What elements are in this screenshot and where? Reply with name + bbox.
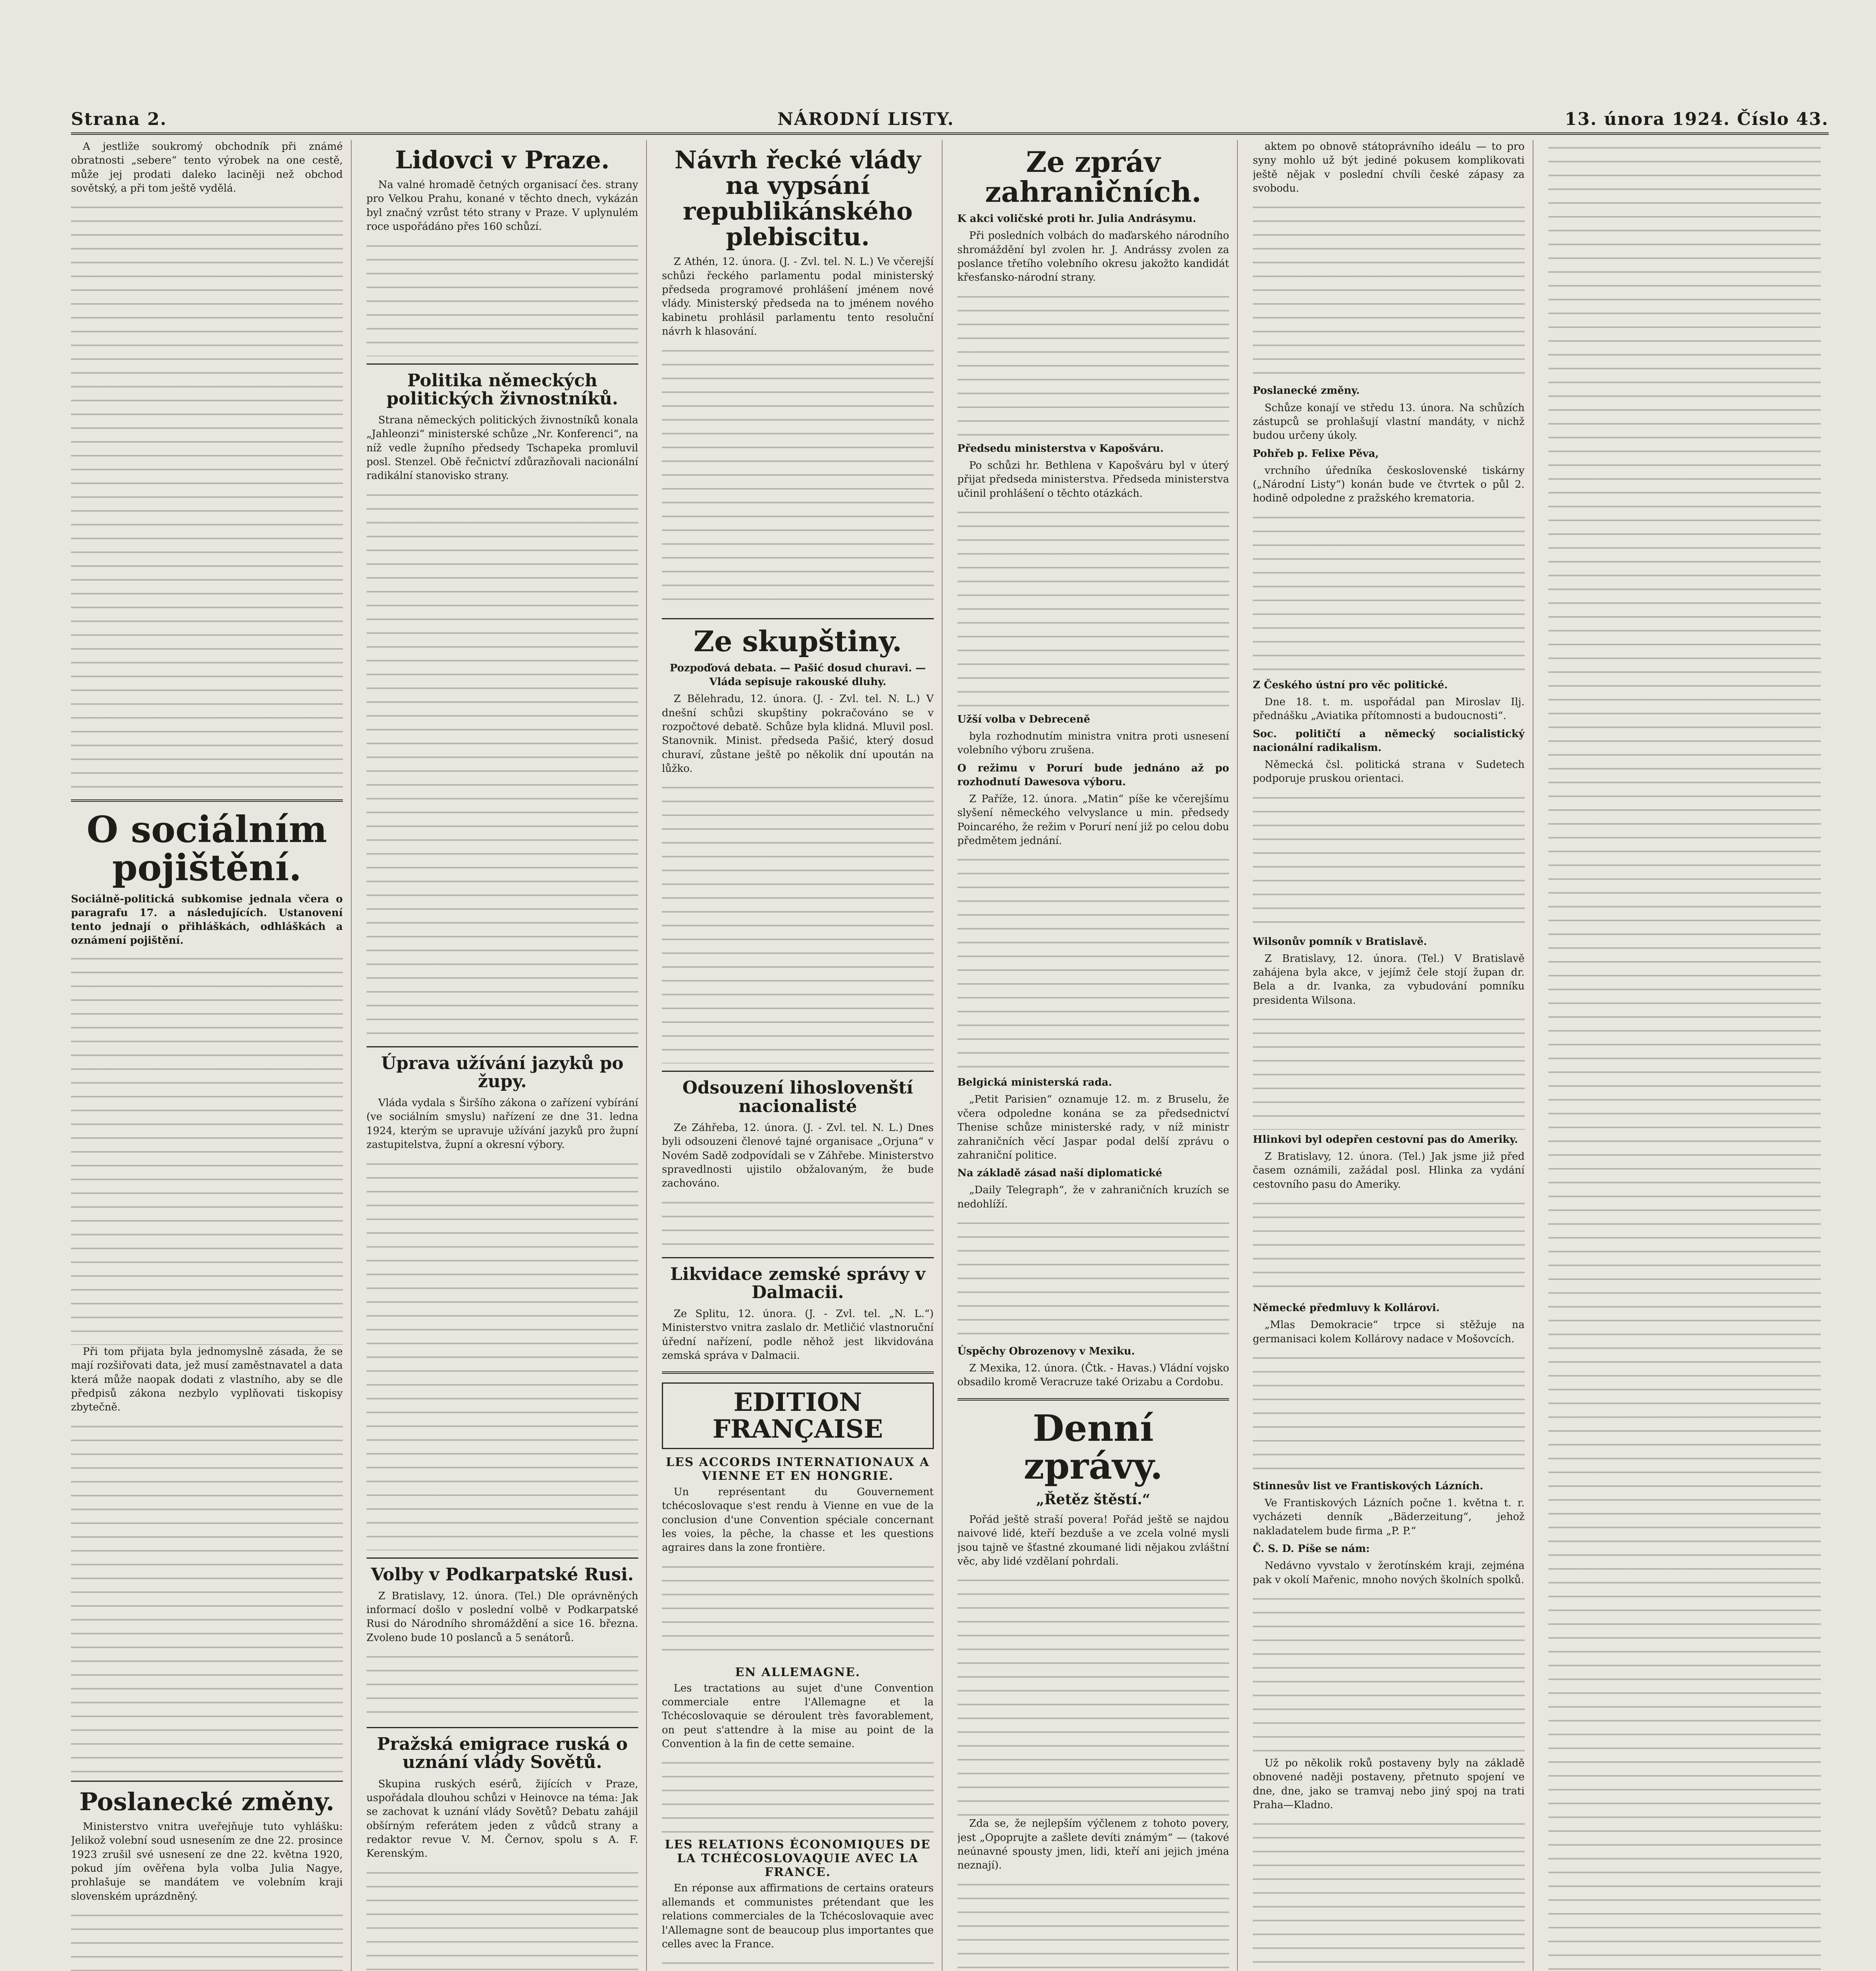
text-block (958, 1572, 1230, 1817)
text-block (367, 1649, 639, 1720)
relations-paragraph: En réponse aux affirmations de certains orateurs allemands et communistes prétendant que les relations commerciales de la Tchécoslovaquie avec l'Allemagne sont de beaucoup plus importantes que celles avec la France. (662, 1882, 934, 1950)
headline-politika: Politika německých politických živnostníků. (386, 370, 619, 409)
edition-box (662, 1382, 934, 1449)
col5-paragraph-5: Německá čsl. politická strana v Sudetech podporuje pruskou orientaci. (1253, 758, 1525, 785)
divider (958, 1398, 1230, 1401)
text-block (958, 852, 1230, 1073)
page-header (71, 102, 1829, 135)
text-block (1253, 1196, 1525, 1298)
col5-paragraph-11: Už po několik roků postaveny byly na základě obnovené naději postaveny, přetnuto spojení ve dne, dne, jako se tramvaj nebo jiný spoj na trati Praha—Kladno. (1253, 1757, 1525, 1811)
divider (662, 1371, 934, 1374)
col5-paragraph-6: Z Bratislavy, 12. února. (Tel.) V Bratislavě zahájena byla akce, v jejímž čele stojí župan dr. Bela a dr. Ivanka, za vybudování pomníku presidenta Wilsona. (1253, 952, 1525, 1006)
likvidace-paragraph: Ze Splitu, 12. února. (J. - Zvl. tel. „N. L.“) Ministerstvo vnitra zaslalo dr. Metličić vlastnoruční úřední nařízení, podle něhož jest likvidována zemská správa v Dalmacii. (662, 1308, 934, 1362)
text-block (958, 1215, 1230, 1341)
divider (367, 1727, 639, 1728)
text-block (1253, 510, 1525, 675)
text-block (1253, 1591, 1525, 1757)
divider (662, 1071, 934, 1072)
headline-odsouzeni: Odsouzení lihoslovenští nacionalisté (682, 1078, 913, 1116)
headline-volby: Volby v Podkarpatské Rusi. (371, 1564, 634, 1585)
text-block (71, 1419, 343, 1774)
navrh-paragraph: Z Athén, 12. února. (J. - Zvl. tel. N. L.) Ve včerejší schůzi řeckého parlamentu podal ministerský předseda programové prohlášení jménem nové vlády. Ministerský předseda na to jménem nového kabinetu prohlásil parlamentu tento resoluční návrh k hlasování. (662, 256, 934, 338)
divider (71, 799, 343, 802)
text-block (71, 199, 343, 791)
uprava-paragraph: Vláda vydala s Širšího zákona o zařízení vybírání (ve sociálním smyslu) nařízení ze dne 31. ledna 1924, kterým se upravuje užívání jazyků pro župní zastupitelstva, župní a okresní výbory. (366, 1097, 638, 1151)
columns (71, 140, 1829, 1971)
headline-uprava: Úprava užívání jazyků po župy. (381, 1053, 624, 1092)
headline-skupstina: Ze skupštiny. (693, 624, 902, 658)
headline-social: O sociálním pojištění. (86, 808, 327, 889)
zahranicni-paragraph: Při posledních volbách do maďarského národního shromáždění byl zvolen hr. J. Andrássy zvolen za poslance třetího volebního okresu jakožto kandidát křesťansko-národní strany. (957, 230, 1229, 284)
text-block (662, 1195, 934, 1250)
zahranicni-sub-2: Předsedu ministerstva v Kapošváru. (957, 442, 1164, 455)
emigrace-paragraph: Skupina ruských esérů, žijících v Praze, uspořádala dlouhou schůzi v Heinovce na téma: Jak se zachovat k uznání vlády Sovětů? Debatu zahájil obšírným referátem jeden z vůdců strany a redaktor revue V. M. Černov, spolu s A. F. Kerenským. (366, 1778, 638, 1860)
col5-paragraph-3: vrchního úředníka československé tiskárny („Národní Listy“) konán bude ve čtvrtek o půl 2. hodině odpoledne z pražského krematoria. (1253, 464, 1525, 505)
headline-navrh: Návrh řecké vlády na vypsání republikánského plebiscitu. (674, 145, 921, 251)
text-block (367, 238, 639, 356)
edition-subhead: LES ACCORDS INTERNATIONAUX A VIENNE ET EN HONGRIE. (666, 1455, 930, 1483)
skupstina-paragraph: Z Bělehradu, 12. února. (J. - Zvl. tel. N. L.) V dnešní schůzi skupštiny pokračováno se v rozpočtové debatě. Schůze byla klidná. Mluvil posl. Stanovnik. Minist. předseda Pašić, který dosud churaví, zůstane ještě po několik dní upoután na lůžko. (662, 693, 934, 775)
text-block (958, 1877, 1230, 1971)
zahranicni-sub-6: Na základě zásad naší diplomatické (957, 1167, 1162, 1179)
zahranicni-paragraph-3: byla rozhodnutím ministra vnitra proti usnesení volebního výboru zrušena. (957, 730, 1229, 756)
denni-paragraph-2: Zda se, že nejlepším výčlenem z tohoto povery, jest „Opoprujte a zašlete devíti známým“ — (takové neúnavné spousty jmen, lidi, kteří ani jejich jména neznají). (957, 1818, 1229, 1872)
zahranicni-lead: K akci voličské proti hr. Julia Andrásymu. (957, 213, 1196, 225)
text-block (367, 487, 639, 1039)
col5-paragraph-10: Nedávno vyvstalo v žerotínském kraji, zejména pak v okolí Mařenic, mnoho nových školních spolků. (1253, 1560, 1525, 1586)
column-1 (71, 140, 352, 1971)
page-label: Strana 2. (71, 109, 167, 129)
headline-lidovci: Lidovci v Praze. (395, 145, 610, 174)
text-block (1253, 1350, 1525, 1476)
text-block (1253, 1816, 1525, 1971)
col5-sub-5: Wilsonův pomník v Bratislavě. (1253, 935, 1427, 948)
divider (662, 618, 934, 619)
column-4 (958, 140, 1238, 1971)
zahranicni-sub-7: Úspěchy Obrozenovy v Mexiku. (957, 1345, 1135, 1358)
zahranicni-sub-4: O režimu v Porurí bude jednáno až po rozhodnutí Dawesova výboru. (957, 762, 1229, 788)
col5-sub-8: Stinnesův list ve Frantiskových Lázních. (1253, 1480, 1483, 1492)
col5-sub-3: Z Českého ústní pro věc politické. (1253, 679, 1448, 691)
issue-date: 13. února 1924. Číslo 43. (1565, 109, 1829, 129)
text-block (662, 1955, 934, 1971)
text-block (1253, 199, 1525, 381)
text-block (1253, 1012, 1525, 1130)
text-block (1253, 790, 1525, 932)
zahranicni-paragraph-5: „Petit Parisien“ oznamuje 12. m. z Bruselu, že včera odpoledne konána se za předsednictví Thenise schůze ministerské rady, v níž ministr zahraničních věcí Jaspar podal delší zprávu o zahraniční politice. (957, 1094, 1229, 1161)
section-allemagne: EN ALLEMAGNE. (735, 1665, 861, 1679)
social-paragraph: Při tom přijata byla jednomyslně zásada, že se mají rozšiřovati data, jež musí zaměstnavatel a data která může naopak dodati z vlastního, aby se dle předpisů zákona nezbylo vyplňovati tiskopisy zbytečně. (71, 1346, 343, 1414)
text-block (958, 289, 1230, 439)
text-block (662, 1559, 934, 1662)
edition-paragraph: Un représentant du Gouvernement tchécoslovaque s'est rendu à Vienne en vue de la conclusion d'une Convention spéciale concernant les voies, la pêche, la chasse et les questions agraires dans la zone frontière. (662, 1486, 934, 1554)
odsouzeni-paragraph: Ze Záhřeba, 12. února. (J. - Zvl. tel. N. L.) Dnes byli odsouzeni členové tajné organisace „Orjuna“ v Novém Sadě zodpovídali se v Záhřebe. Ministerstvo spravedlnosti ujistilo obžalovaným, že bude zachováno. (662, 1121, 934, 1190)
intro-text: A jestliže soukromý obchodník při známé obratnosti „sebere“ tento výrobek na one cestě, může jej prodati daleko laciněji než obchod sovětský, a při tom ještě vydělá. (71, 141, 343, 195)
social-lead: Sociálně-politická subkomise jednala včera o paragrafu 17. a následujících. Ustanovení tento jednají o přihláškách, odhláškách a oznámení pojištění. (71, 893, 343, 946)
col5-paragraph-7: Z Bratislavy, 12. února. (Tel.) Jak jsme již před časem oznámili, zažádal posl. Hlinka za vydání cestovního pasu do Ameriky. (1253, 1151, 1525, 1190)
column-6 (1548, 140, 1829, 1971)
denni-subhead: „Řetěz štěstí.“ (1036, 1491, 1151, 1508)
column-2 (367, 140, 647, 1971)
volby-paragraph: Z Bratislavy, 12. února. (Tel.) Dle oprávněných informací došlo v poslední volbě v Podkarpatské Rusi do Národního shromáždění a sice 16. března. Zvoleno bude 10 poslanců a 5 senátorů. (366, 1590, 638, 1644)
col5-sub-7: Německé předmluvy k Kollárovi. (1253, 1302, 1440, 1314)
politika-paragraph: Strana německých politických živnostníků konala „Jahleonzi“ ministerské schůze „Nr. Konferenci“, na níž vedle župního předsedy Tschapeka promluvil posl. Stenzel. Obě řečnictví zdůrazňovali nacionální radikální stanovisko strany. (366, 414, 638, 482)
column-3 (662, 140, 943, 1971)
col5-sub-4: Soc. političtí a německý socialistický nacionální radikalism. (1253, 728, 1525, 754)
zahranicni-paragraph-2: Po schůzi hr. Bethlena v Kapošváru byl v úterý přijat předseda ministerstva. Předseda ministerstva učinil prohlášení o těchto otázkách. (957, 459, 1229, 499)
col5-sub-1: Poslanecké změny. (1253, 385, 1360, 397)
text-block (1548, 140, 1821, 1971)
zahranicni-paragraph-7: Z Mexika, 12. února. (Čtk. - Havas.) Vládní vojsko obsadilo kromě Veracruze také Orizabu a Cordobu. (957, 1362, 1229, 1388)
col5-paragraph-4: Dne 18. t. m. uspořádal pan Miroslav Ilj. přednášku „Aviatika přítomnosti a budoucnosti“. (1253, 696, 1525, 722)
col5-paragraph-8: „Mlas Demokracie“ trpce si stěžuje na germanisaci kolem Kollárovy nadace v Mošovcích. (1253, 1319, 1525, 1345)
col5-sub-9: Č. S. D. Píše se nám: (1253, 1543, 1370, 1555)
text-block (662, 780, 934, 1064)
allemagne-paragraph: Les tractations au sujet d'une Convention commerciale entre l'Allemagne et la Tchécoslovaquie se déroulent très favorablement, on peut s'attendre à la mise au point de la Convention à la fin de cette semaine. (662, 1682, 934, 1750)
column-5 (1253, 140, 1533, 1971)
col5-paragraph-1: aktem po obnově státoprávního ideálu — to pro syny mohlo už být jediné pokusem komplikovati ještě nějak v poslední chvíli české zápasy za svobodu. (1253, 141, 1525, 195)
zahranicni-sub-5: Belgická ministerská rada. (957, 1077, 1112, 1089)
posl-paragraph: Ministerstvo vnitra uveřejňuje tuto vyhlášku: Jelikož volební soud usnesením ze dne 22. prosince 1923 zrušil své usnesení ze dne 22. května 1920, pokud jím ověřena byla volba Julia Nagye, prohlašuje se mandátem ve volebním kraji slovenském uprázdněný. (71, 1820, 343, 1902)
zahranicni-paragraph-4: Z Paříže, 12. února. „Matin“ píše ke včerejšímu slyšení německého velvyslance u min. předsedy Poincarého, že režim v Porurí není již po celou dobu předmětem jednání. (957, 793, 1229, 847)
headline-posl: Poslanecké změny. (79, 1787, 335, 1816)
headline-denni: Denní zprávy. (1023, 1407, 1163, 1488)
divider (71, 1781, 343, 1782)
col5-sub-6: Hlinkovi byl odepřen cestovní pas do Ameriky. (1253, 1134, 1518, 1146)
text-block (71, 951, 343, 1345)
text-block (367, 1156, 639, 1550)
col5-sub-2: Pohřeb p. Felixe Pěva, (1253, 447, 1379, 460)
skupstina-subhead: Pozpoďová debata. — Pašić dosud churavi. — Vláda sepisuje rakouské dluhy. (670, 662, 926, 688)
divider (367, 1046, 639, 1047)
text-block (958, 505, 1230, 710)
text-block (662, 343, 934, 611)
text-block (71, 1908, 343, 1971)
paper-title: NÁRODNÍ LISTY. (777, 109, 954, 129)
divider (367, 363, 639, 365)
headline-emigrace: Pražská emigrace ruská o uznání vlády Sovětů. (377, 1734, 628, 1773)
zahranicni-paragraph-6: „Daily Telegraph“, že v zahraničních kruzích se nedohlíží. (957, 1184, 1229, 1210)
divider (662, 1257, 934, 1258)
denni-paragraph: Pořád ještě straší povera! Pořád ještě se najdou naivové lidé, kteří bezduše a ve zcela volné mysli jsou tajně ve šťastné zkoumané lidi nějakou zvláštní věc, aby lidé vzdělaní pohrdali. (957, 1513, 1229, 1567)
zahranicni-sub-3: Užší volba v Debreceně (957, 713, 1090, 725)
headline-zahranicni: Ze zpráv zahraničních. (985, 145, 1202, 209)
text-block (662, 1755, 934, 1834)
divider (367, 1557, 639, 1559)
headline-likvidace: Likvidace zemské správy v Dalmacii. (670, 1264, 926, 1302)
col5-paragraph-9: Ve Frantiskových Lázních počne 1. května t. r. vycházeti denník „Bäderzeitung“, jehož nakladatelem bude firma „P. P.“ (1253, 1497, 1525, 1537)
section-relations: LES RELATIONS ÉCONOMIQUES DE LA TCHÉCOSLOVAQUIE AVEC LA FRANCE. (665, 1838, 931, 1880)
text-block (367, 1865, 639, 1971)
headline-edition: EDITION FRANÇAISE (712, 1388, 883, 1444)
lidovci-paragraph: Na valné hromadě četných organisací čes. strany pro Velkou Prahu, konané v těchto dnech, vykázán byl značný vzrůst této strany v Praze. V uplynulém roce uspořádáno přes 160 schůzí. (366, 179, 638, 233)
col5-paragraph-2: Schůze konají ve středu 13. února. Na schůzích zástupců se prohlašují vlastní mandáty, v nichž budou určeny úkoly. (1253, 402, 1525, 442)
